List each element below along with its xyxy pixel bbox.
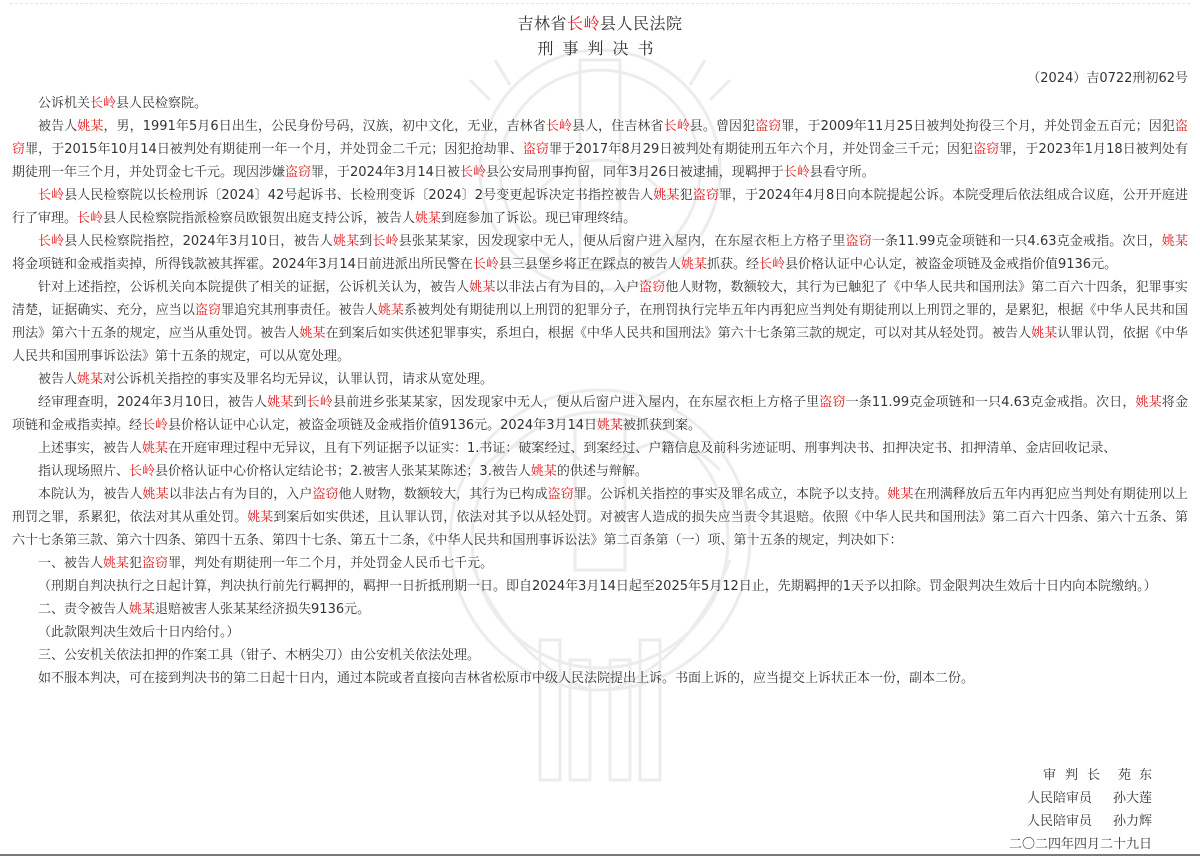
- highlighted-keyword: 盗窃: [142, 556, 169, 571]
- highlighted-keyword: 盗窃: [547, 487, 574, 502]
- highlighted-keyword: 长岭: [459, 165, 486, 180]
- text-segment: 系被判处有期徒刑以上刑罚的犯罪分子，在刑罚执行完毕五年内再犯应当判处有期徒刑以上刑罚之罪的，是累犯，根据《中华人民共和国刑法》第六十五条的规定，应当从重处罚。被告人: [12, 303, 1188, 341]
- highlighted-keyword: 盗窃: [973, 142, 1000, 157]
- highlighted-keyword: 长岭: [306, 395, 333, 410]
- highlighted-keyword: 姚某: [469, 280, 496, 295]
- text-segment: 罪，判处有期徒刑一年二个月，并处罚金人民币七千元。: [168, 556, 494, 571]
- highlighted-keyword: 长岭: [38, 188, 65, 203]
- text-segment: 将金项链和金戒指卖掉，所得钱款被其挥霍。2024年3月14日前进派出所民警在: [12, 257, 473, 272]
- text-segment: ，男，1991年5月6日出生，公民身份号码，汉族，初中文化，无业，吉林省: [103, 119, 546, 134]
- juror-2-name: 孙力辉: [1112, 814, 1152, 829]
- judgment-paragraph: [12, 92, 1188, 115]
- text-segment: 县。曾因犯: [689, 119, 756, 134]
- text-segment: 犯: [679, 188, 693, 203]
- presiding-judge-label: 审判长: [1042, 768, 1109, 783]
- text-segment: 县前进乡张某某家，因发现家中无人，便从后窗户进入屋内，在东屋衣柜上方格子里: [332, 395, 820, 410]
- text-segment: 被抓获到案。: [623, 418, 702, 433]
- text-segment: 针对上述指控，公诉机关向本院提供了相关的证据，公诉机关认为，被告人: [38, 280, 470, 295]
- judgment-paragraph: [12, 552, 1188, 575]
- text-segment: 被告人: [38, 372, 78, 387]
- text-segment: 县人民检察院指控，2024年3月10日，被告人: [64, 234, 333, 249]
- judgment-paragraph: [12, 391, 1188, 437]
- signature-block: [992, 764, 1160, 856]
- text-segment: 三、公安机关依法扣押的作案工具（钳子、木柄尖刀）由公安机关依法处理。: [38, 648, 481, 663]
- text-segment: 二、责令被告人: [38, 602, 130, 617]
- highlighted-keyword: 盗窃: [845, 234, 872, 249]
- highlighted-keyword: 盗窃: [692, 188, 719, 203]
- text-segment: 以非法占有为目的，入户: [495, 280, 640, 295]
- text-segment: 一条11.99克金项链和一只4.63克金戒指。次日，: [845, 395, 1136, 410]
- text-segment: 将金项链和金戒指卖掉。经: [12, 395, 1188, 433]
- text-segment: 他人财物，数额较大，其行为已触犯了《中华人民共和国刑法》第二百六十四条，犯罪事实清楚，证据确实、充分，应当以: [12, 280, 1188, 318]
- text-segment: 县价格认证中心认定，被盗金项链及金戒指价值9136元。2024年3月14日: [168, 418, 598, 433]
- document-type-title: 刑事判决书: [537, 39, 663, 58]
- text-segment: 在刑满释放后五年内再犯应当判处有期徒刑以上刑罚之罪，系累犯，依法对其从重处罚。: [12, 487, 1188, 525]
- signature-row-juror-2: [992, 810, 1152, 833]
- text-segment: 公诉机关: [38, 96, 91, 111]
- judgment-paragraph: [12, 575, 1188, 598]
- highlighted-keyword: 盗窃: [755, 119, 782, 134]
- text-segment: 上述事实，被告人: [38, 441, 143, 456]
- text-segment: 罪，于2024年4月8日向本院提起公诉。本院受理后依法组成合议庭，公开开庭进行了审理。: [12, 188, 1188, 226]
- text-segment: 罪于2017年8月29日被判处有期徒刑五年六个月，并处罚金三千元；因犯: [548, 142, 974, 157]
- highlighted-keyword: 姚某: [377, 303, 405, 318]
- text-segment: 吉林省: [517, 14, 567, 33]
- text-segment: 县人民检察院指派检察员欧银贺出庭支持公诉，被告人: [103, 211, 416, 226]
- text-segment: 本院认为，被告人: [38, 487, 143, 502]
- text-segment: 罪，于2009年11月25日被判处拘役三个月，并处罚金五百元；因犯: [781, 119, 1175, 134]
- highlighted-keyword: 姚某: [1135, 395, 1162, 410]
- text-segment: 到庭参加了诉讼。现已审理终结。: [441, 211, 637, 226]
- text-segment: 到: [359, 234, 373, 249]
- text-segment: 犯: [129, 556, 143, 571]
- highlighted-keyword: 长岭: [38, 234, 65, 249]
- text-segment: 到案后如实供述，且认罪认罚，依法对其予以从轻处罚。对被害人造成的损失应当责令其退赔。依照《中华人民共和国刑法》第二百六十四条、第六十五条、第六十七条第三款、第六十四条、第四十五条、第四十七条、第五十二条，《中华人民共和国刑事诉讼法》第二百条第（一）项、第十五条的规定，判决如下：: [12, 510, 1188, 548]
- text-segment: （刑期自判决执行之日起计算，判决执行前先行羁押的，羁押一日折抵刑期一日。即自2024年3月14日起至2025年5月12日止，先期羁押的1天予以扣除。罚金限判决生效后十日内向本院缴纳。）: [38, 579, 1157, 594]
- highlighted-keyword: 姚某: [142, 487, 169, 502]
- judgment-body: [12, 92, 1188, 690]
- judgment-date: 二〇二四年四月二十九日: [1008, 837, 1152, 852]
- text-segment: 以非法占有为目的，入户: [168, 487, 313, 502]
- highlighted-keyword: 长岭: [372, 234, 399, 249]
- judgment-paragraph: [12, 460, 1188, 483]
- highlighted-keyword: 盗窃: [522, 142, 549, 157]
- text-segment: 一、被告人: [38, 556, 104, 571]
- signature-row-juror-1: [992, 787, 1152, 810]
- highlighted-keyword: 长岭: [77, 211, 104, 226]
- judgment-paragraph: [12, 230, 1188, 276]
- text-segment: 罪追究其刑事责任。被告人: [221, 303, 378, 318]
- highlighted-keyword: 长岭: [758, 257, 785, 272]
- text-segment: 经审理查明，2024年3月10日，被告人: [38, 395, 268, 410]
- judgment-paragraph: [12, 598, 1188, 621]
- highlighted-keyword: 长岭: [472, 257, 499, 272]
- judgment-paragraph: [12, 667, 1188, 690]
- text-segment: 县张某某家，因发现家中无人，便从后窗户进入屋内，在东屋衣柜上方格子里: [398, 234, 846, 249]
- court-name: [12, 12, 1188, 36]
- highlighted-keyword: 姚某: [129, 602, 156, 617]
- highlighted-keyword: 姚某: [597, 418, 624, 433]
- text-segment: 抓获。经: [706, 257, 759, 272]
- highlighted-keyword: 姚某: [332, 234, 360, 249]
- judgment-paragraph: [12, 644, 1188, 667]
- text-segment: 县人，住吉林省: [572, 119, 664, 134]
- judgment-paragraph: [12, 621, 1188, 644]
- text-segment: 在开庭审理过程中无异议，且有下列证据予以证实：1.书证：破案经过、到案经过、户籍信息及前科劣迹证明、刑事判决书、扣押决定书、扣押清单、金店回收记录、: [168, 441, 1117, 456]
- highlighted-keyword: 盗窃: [312, 487, 339, 502]
- presiding-judge-name: 苑东: [1117, 768, 1160, 783]
- highlighted-keyword: 姚某: [77, 119, 104, 134]
- highlighted-keyword: 长岭: [783, 165, 810, 180]
- text-segment: 县公安局刑事拘留，同年3月26日被逮捕，现羁押于: [485, 165, 784, 180]
- highlighted-keyword: 姚某: [415, 211, 442, 226]
- highlighted-keyword: 长岭: [90, 96, 117, 111]
- text-segment: 罪，于2023年1月18日被判处有期徒刑一年三个月，并处罚金七千元。现因涉嫌: [12, 142, 1188, 180]
- text-segment: 县人民检察院。: [116, 96, 208, 111]
- text-segment: 县人民检察院以长检刑诉〔2024〕42号起诉书、长检刑变诉〔2024〕2号变更起诉决定书指控被告人: [64, 188, 654, 203]
- highlighted-keyword: 长岭: [545, 119, 573, 134]
- highlighted-keyword: 姚某: [247, 510, 274, 525]
- juror-2-label: 人民陪审员: [1026, 814, 1092, 829]
- highlighted-keyword: 长岭: [663, 119, 690, 134]
- highlighted-keyword: 盗窃: [819, 395, 846, 410]
- judgment-paragraph: [12, 115, 1188, 184]
- juror-1-label: 人民陪审员: [1026, 791, 1092, 806]
- case-number: （2024）吉0722刑初62号: [1027, 71, 1188, 86]
- highlighted-keyword: 姚某: [142, 441, 169, 456]
- highlighted-keyword: 姚某: [653, 188, 680, 203]
- text-segment: 罪。公诉机关指控的事实及罪名成立，本院予以支持。: [573, 487, 888, 502]
- text-segment: 的供述与辩解。: [556, 464, 648, 479]
- highlighted-keyword: 盗窃: [194, 303, 222, 318]
- highlighted-keyword: 姚某: [1161, 234, 1188, 249]
- text-segment: 在到案后如实供述犯罪事实，系坦白，根据《中华人民共和国刑法》第六十七条第三款的规定，可以对其从轻处罚。被告人: [325, 326, 1032, 341]
- highlighted-keyword: 长岭: [566, 14, 600, 33]
- text-segment: 他人财物，数额较大，其行为已构成: [338, 487, 548, 502]
- text-segment: 认罪认罚，依据《中华人民共和国刑事诉讼法》第十五条的规定，可以从宽处理。: [12, 326, 1188, 364]
- highlighted-keyword: 姚某: [530, 464, 557, 479]
- text-segment: 县看守所。: [809, 165, 875, 180]
- text-segment: 罪，于2015年10月14日被判处有期徒刑一年一个月，并处罚金二千元；因犯抢劫罪、: [25, 142, 523, 157]
- text-segment: 对公诉机关指控的事实及罪名均无异议，认罪认罚，请求从宽处理。: [103, 372, 494, 387]
- judgment-paragraph: [12, 437, 1188, 460]
- highlighted-keyword: 姚某: [680, 257, 707, 272]
- judgment-paragraph: [12, 483, 1188, 552]
- text-segment: 县价格认证中心认定，被盗金项链及金戒指价值9136元。: [784, 257, 1118, 272]
- text-segment: 退赔被害人张某某经济损失9136元。: [155, 602, 371, 617]
- highlighted-keyword: 姚某: [103, 556, 130, 571]
- text-segment: 如不服本判决，可在接到判决书的第二日起十日内，通过本院或者直接向吉林省松原市中级人民法院提出上诉。书面上诉的，应当提交上诉状正本一份，副本二份。: [38, 671, 975, 686]
- highlighted-keyword: 盗窃: [285, 165, 312, 180]
- top-divider: [10, 3, 1190, 4]
- highlighted-keyword: 长岭: [142, 418, 169, 433]
- text-segment: 一条11.99克金项链和一只4.63克金戒指。次日，: [871, 234, 1162, 249]
- text-segment: 被告人: [38, 119, 78, 134]
- text-segment: 县人民法院: [600, 14, 683, 33]
- judgment-paragraph: [12, 368, 1188, 391]
- juror-1-name: 孙大莲: [1112, 791, 1152, 806]
- highlighted-keyword: 姚某: [1031, 326, 1058, 341]
- highlighted-keyword: 盗窃: [639, 280, 666, 295]
- text-segment: 到: [293, 395, 307, 410]
- judgment-paragraph: [12, 184, 1188, 230]
- highlighted-keyword: 姚某: [267, 395, 294, 410]
- judgment-paragraph: [12, 276, 1188, 368]
- highlighted-keyword: 姚某: [887, 487, 914, 502]
- highlighted-keyword: 盗窃: [12, 119, 1188, 157]
- judgment-document: [12, 12, 1188, 690]
- highlighted-keyword: 姚某: [77, 372, 104, 387]
- highlighted-keyword: 姚某: [299, 326, 326, 341]
- text-segment: 罪，于2024年3月14日被: [311, 165, 460, 180]
- text-segment: 指认现场照片、: [38, 464, 130, 479]
- highlighted-keyword: 长岭: [129, 464, 156, 479]
- text-segment: 县价格认证中心价格认定结论书；2.被害人张某某陈述；3.被告人: [155, 464, 531, 479]
- text-segment: （此款限判决生效后十日内给付。）: [38, 625, 240, 640]
- text-segment: 县三县堡乡将正在踩点的被告人: [498, 257, 681, 272]
- signature-row-presiding-judge: [992, 764, 1160, 787]
